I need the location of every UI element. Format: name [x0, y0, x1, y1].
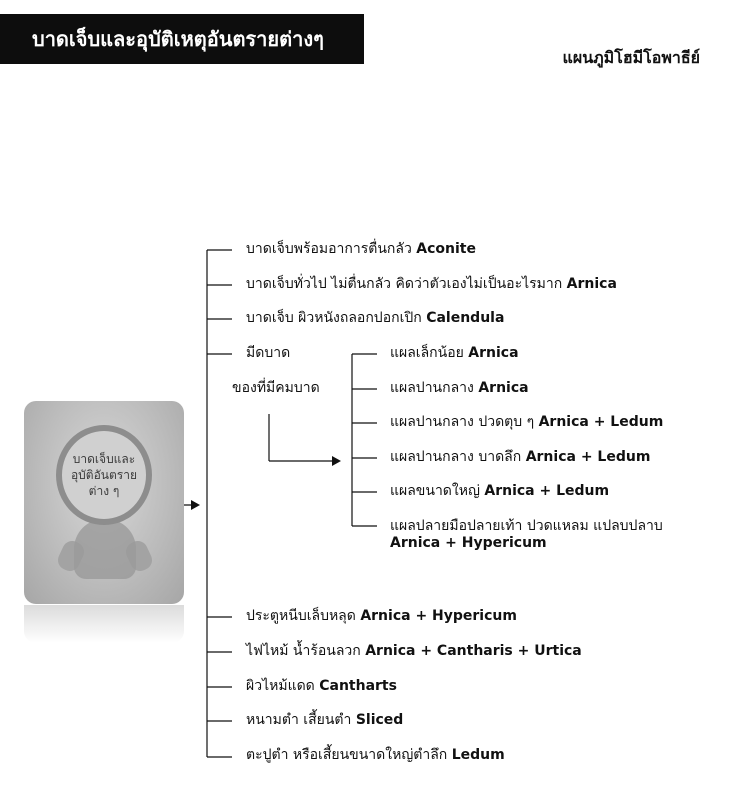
badge-line-3: ต่าง ๆ [88, 484, 120, 498]
remedy-name: Arnica + Cantharis + Urtica [365, 643, 582, 659]
cut-text: แผลปลายมือปลายเท้า ปวดแหลม แปลบปลาบ [390, 518, 663, 534]
branch-item [246, 310, 504, 327]
branch-text: ประตูหนีบเล็บหลุด [246, 608, 356, 624]
branch-item [246, 712, 403, 729]
branch-text: บาดเจ็บพร้อมอาการตื่นกลัว [246, 241, 412, 257]
remedy-name: Arnica + Hypericum [360, 608, 517, 624]
branch-text: ไฟไหม้ น้ำร้อนลวก [246, 643, 361, 659]
branch-item [246, 608, 517, 625]
remedy-name: Aconite [416, 241, 476, 257]
branch-item [246, 678, 397, 695]
image-arrow-head [191, 500, 200, 510]
branch-text: ผิวไหม้แดด [246, 678, 315, 694]
remedy-name: Arnica + Ledum [525, 449, 651, 465]
branch-item [246, 643, 582, 660]
cut-item [390, 483, 609, 500]
cut-item [390, 380, 529, 397]
branch-item [246, 747, 505, 764]
cuts-arrow-head [332, 456, 341, 466]
cut-item [390, 518, 663, 552]
page-title: บาดเจ็บและอุบัติเหตุอันตรายต่างๆ [32, 27, 324, 51]
subtitle: แผนภูมิโฮมีโอพาธีย์ [562, 48, 700, 67]
cut-item [390, 345, 519, 362]
branch-text: บาดเจ็บ ผิวหนังถลอกปอกเปิก [246, 310, 422, 326]
cut-text: แผลปานกลาง [390, 380, 474, 396]
photo-reflection [24, 605, 184, 643]
cut-text: แผลปานกลาง บาดลึก [390, 449, 522, 465]
remedy-name: Arnica [478, 380, 529, 396]
remedy-name: Arnica + Ledum [484, 483, 610, 499]
remedy-name: Sliced [355, 712, 404, 728]
branch-text: บาดเจ็บทั่วไป ไม่ตื่นกลัว คิดว่าตัวเองไม่เป็นอะไรมาก [246, 276, 563, 292]
remedy-name: Arnica [468, 345, 519, 361]
cuts-label: มีดบาด [246, 345, 291, 361]
badge-line-1: บาดเจ็บและ [72, 452, 136, 466]
remedy-name: Arnica + Hypericum [390, 535, 547, 551]
remedy-name: Ledum [451, 747, 505, 763]
topic-badge [56, 425, 152, 525]
topic-photo [24, 401, 184, 604]
remedy-name: Cantharts [319, 678, 397, 694]
cut-text: แผลปานกลาง ปวดตุบ ๆ [390, 414, 535, 430]
cut-item [390, 414, 663, 431]
cut-text: แผลเล็กน้อย [390, 345, 464, 361]
cut-text: แผลขนาดใหญ่ [390, 483, 480, 499]
badge-line-2: อุบัติอันตราย [70, 468, 138, 482]
branch-item [246, 276, 617, 293]
branch-text: ตะปูตำ หรือเสี้ยนขนาดใหญ่ตำลึก [246, 747, 448, 763]
branch-item [246, 241, 476, 258]
remedy-name: Arnica [566, 276, 617, 292]
branch-text: หนามตำ เสี้ยนตำ [246, 712, 352, 728]
remedy-name: Calendula [426, 310, 505, 326]
figure-body [74, 519, 136, 579]
cut-item [390, 449, 650, 466]
remedy-name: Arnica + Ledum [538, 414, 664, 430]
cuts-sublabel: ของที่มีคมบาด [232, 380, 320, 396]
